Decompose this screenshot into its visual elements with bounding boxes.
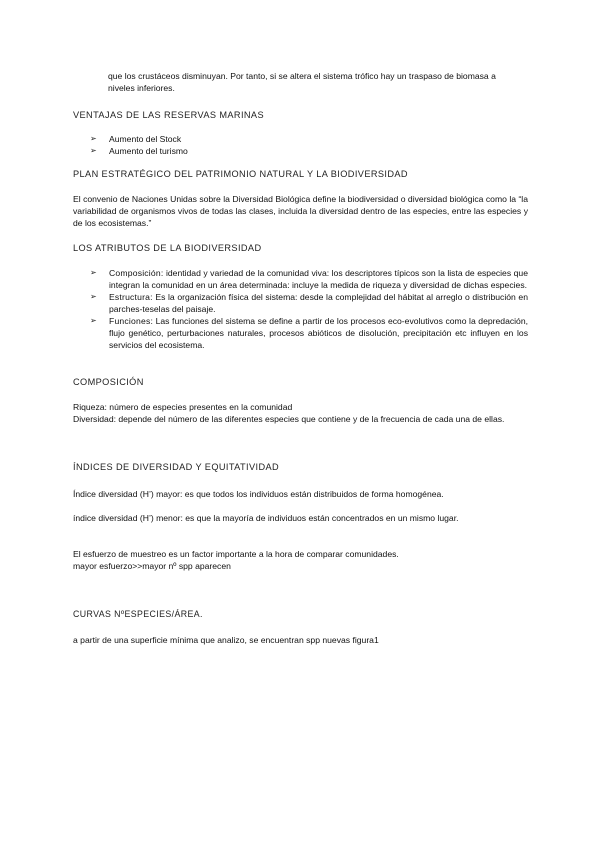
arrow-bullet-icon: ➢ [90,134,97,143]
esfuerzo-line-2: mayor esfuerzo>>mayor nº spp aparecen [73,561,231,571]
attribute-label: Composición: [109,268,164,278]
list-item: ➢ Funciones: Las funciones del sistema se define a partir de los procesos eco-evolutivos como la depredación, flujo genético, perturbaciones naturales, procesos abióticos de disolución, precipitación etc influyen en los servicios del ecosistema. [90,316,528,350]
composicion-heading: COMPOSICIÓN [73,377,144,387]
plan-paragraph: El convenio de Naciones Unidas sobre la Diversidad Biológica define la biodiversidad o diversidad biológica como la “la variabilidad de organismos vivos de todas las clases, incluida la diversidad dentro de las especies, entre las especies y de los ecosistemas.” [73,194,528,228]
attribute-label: Estructura: [109,292,153,302]
indice-mayor-line: Índice diversidad (H’) mayor: es que todos los individuos están distribuidos de forma homogénea. [73,489,444,499]
curvas-paragraph: a partir de una superficie mínima que analizo, se encuentran spp nuevas figura1 [73,635,379,645]
atributos-heading: LOS ATRIBUTOS DE LA BIODIVERSIDAD [73,243,262,253]
indices-heading: ÍNDICES DE DIVERSIDAD Y EQUITATIVIDAD [73,462,280,472]
esfuerzo-line-1: El esfuerzo de muestreo es un factor importante a la hora de comparar comunidades. [73,549,399,559]
riqueza-line: Riqueza: número de especies presentes en la comunidad [73,402,293,412]
curvas-heading: CURVAS NºESPECIES/ÁREA. [73,609,203,619]
arrow-bullet-icon: ➢ [90,292,97,301]
ventajas-heading: VENTAJAS DE LAS RESERVAS MARINAS [73,110,264,120]
attribute-label: Funciones: [109,316,154,326]
composicion-paragraph [73,401,528,425]
ventajas-list [90,133,528,157]
list-item: ➢ Composición: identidad y variedad de la comunidad viva: los descriptores típicos son la lista de especies que integran la comunidad en un área determinada: incluye la medida de riqueza y diversidad de dichas especies. [90,268,528,290]
intro-line-1: que los crustáceos disminuyan. Por tanto, si se altera el sistema trófico hay un traspaso de biomasa a [108,71,496,81]
arrow-bullet-icon: ➢ [90,146,97,155]
intro-line-2: niveles inferiores. [108,83,175,93]
indice-menor-line: índice diversidad (H’) menor: es que la mayoría de individuos están concentrados en un mismo lugar. [73,513,459,523]
arrow-bullet-icon: ➢ [90,268,97,277]
atributos-list [90,267,528,351]
list-item: ➢ Estructura: Es la organización física del sistema: desde la complejidad del hábitat al arreglo o distribución en parches-teselas del paisaje. [90,292,528,314]
intro-paragraph [108,70,528,94]
esfuerzo-paragraph [73,548,528,572]
plan-heading: PLAN ESTRATÉGICO DEL PATRIMONIO NATURAL Y LA BIODIVERSIDAD [73,169,408,179]
diversidad-line: Diversidad: depende del número de las diferentes especies que contiene y de la frecuencia de cada una de ellas. [73,414,505,424]
arrow-bullet-icon: ➢ [90,316,97,325]
list-item: ➢ Aumento del turismo [90,146,188,156]
list-item: ➢ Aumento del Stock [90,134,182,144]
